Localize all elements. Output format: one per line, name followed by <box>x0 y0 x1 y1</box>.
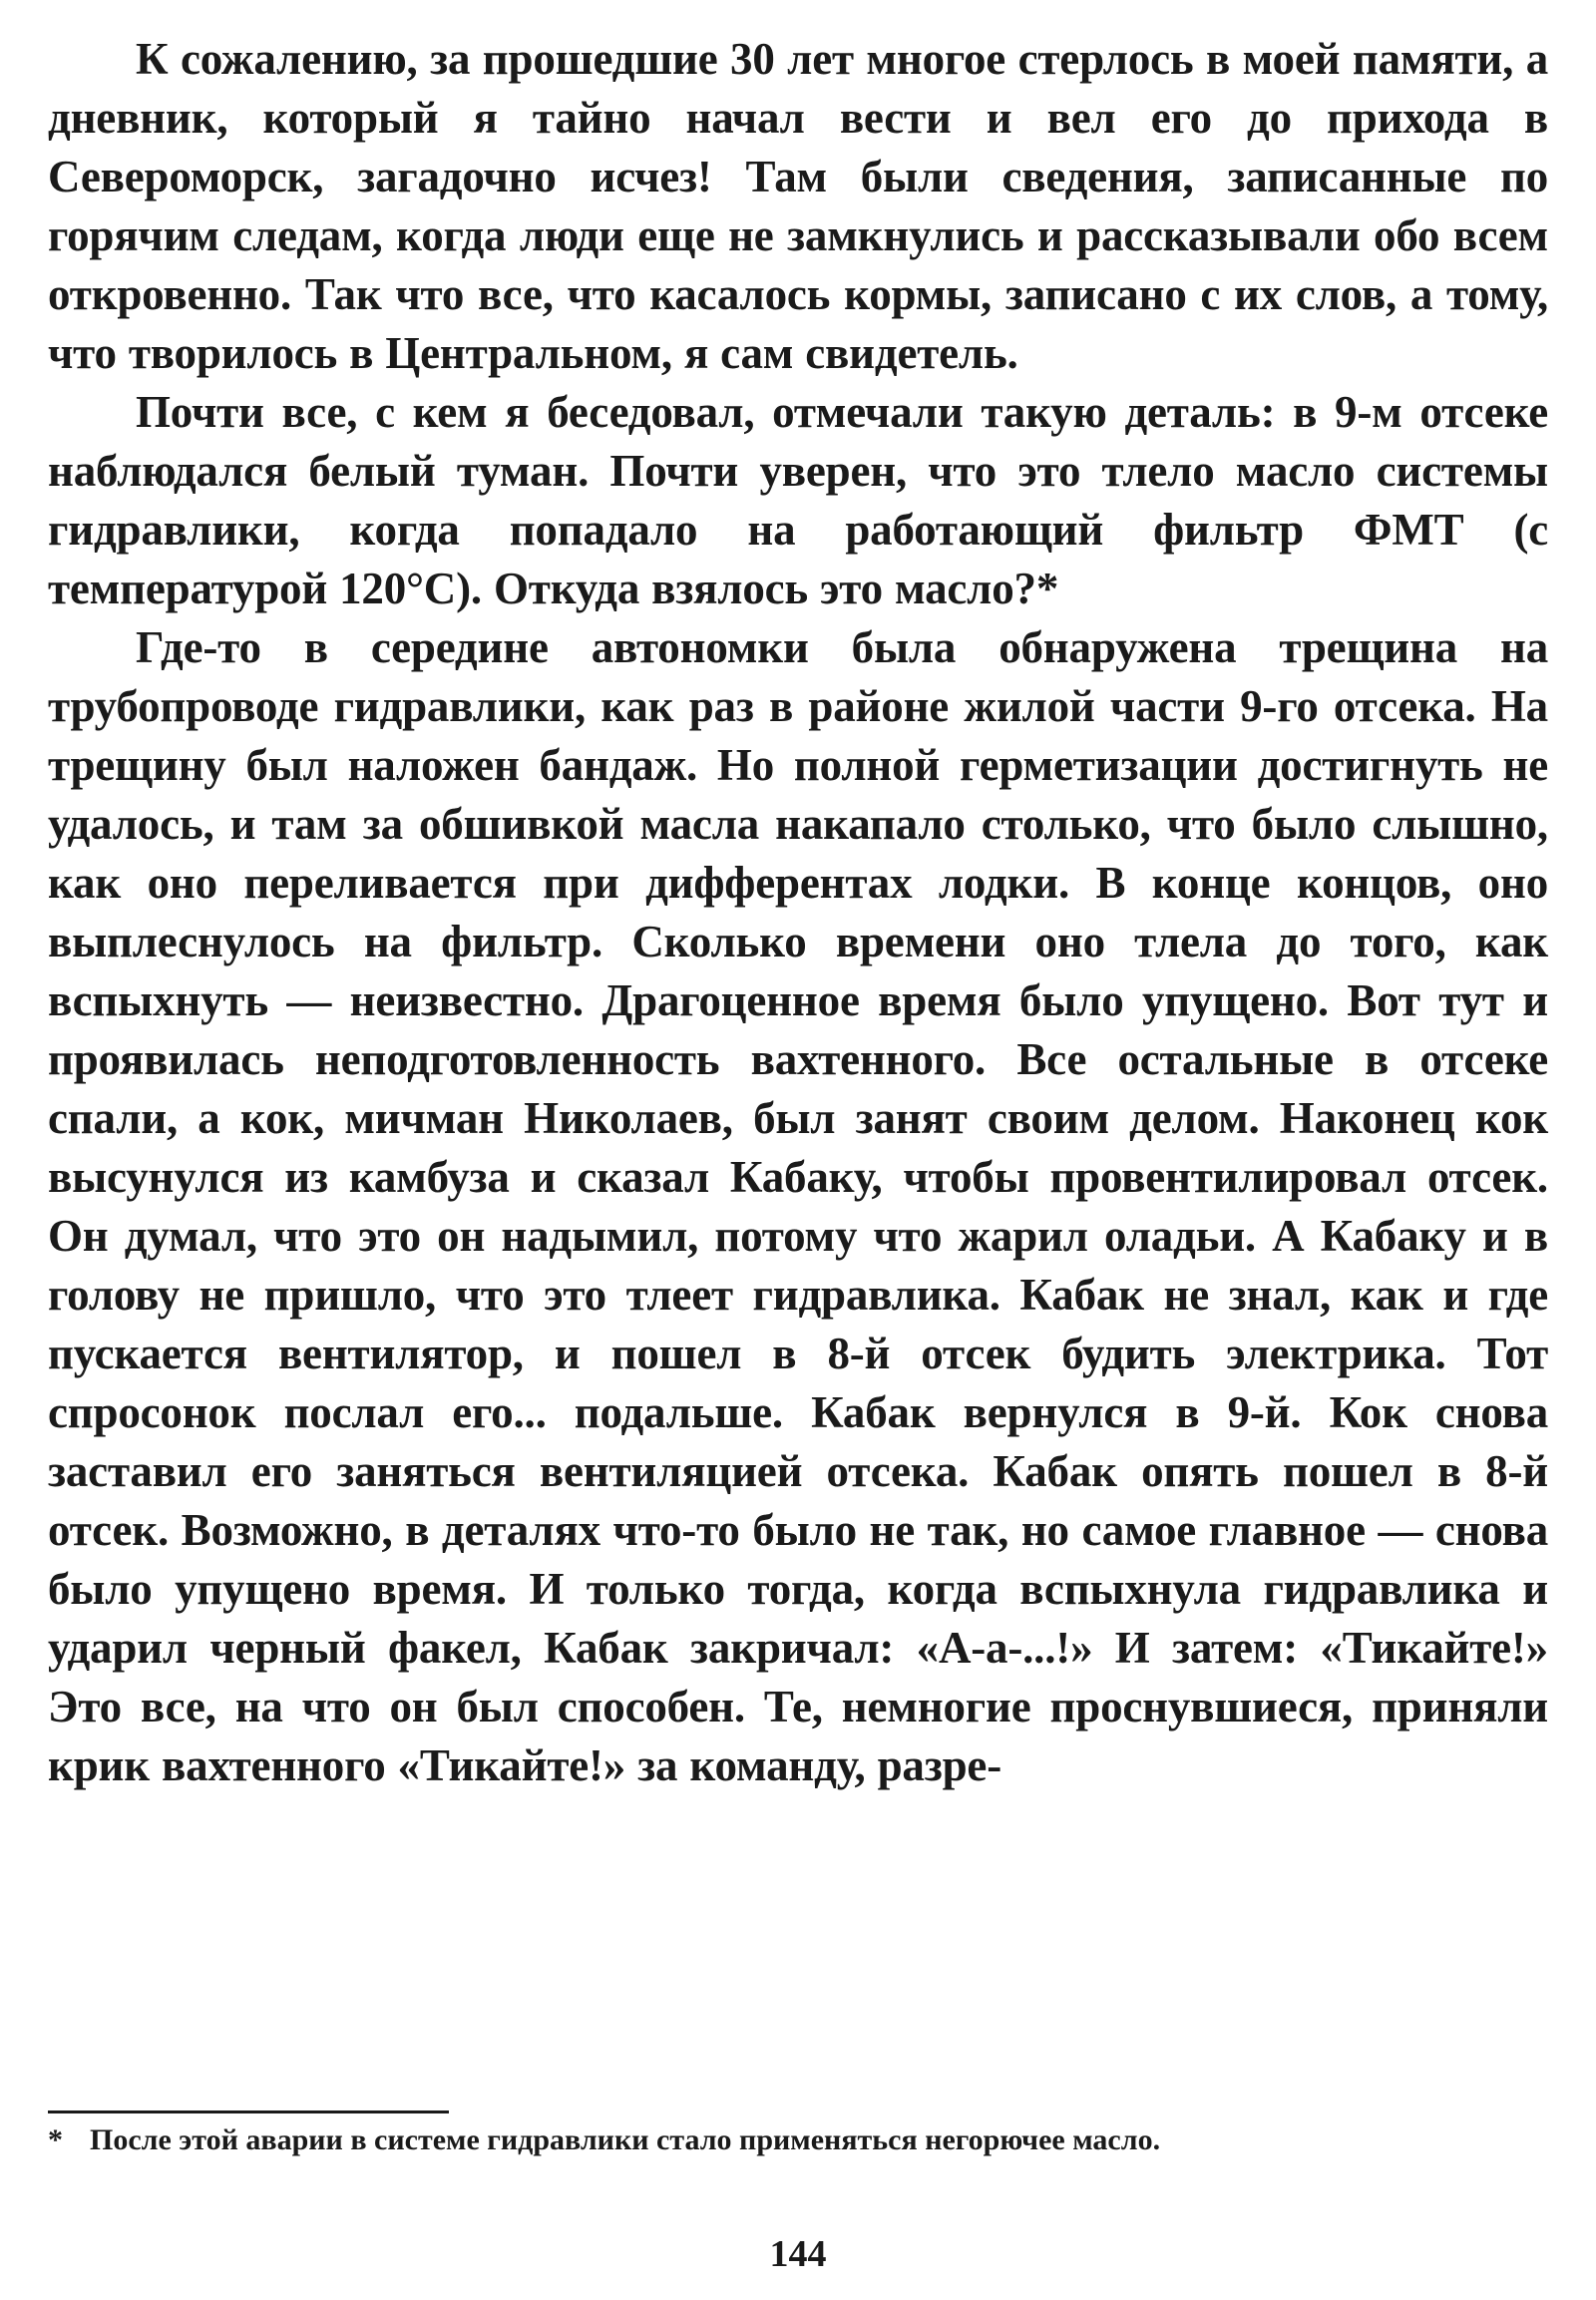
paragraph-2: Почти все, с кем я беседовал, отмечали такую деталь: в 9-м отсеке наблюдался белый туман. Почти уверен, что это тлело масло системы гидравлики, когда попадало на работающий фильтр ФМТ (с температурой 120°С). Откуда взялось это масло?* <box>48 387 1548 613</box>
footnote-mark: * <box>48 2123 63 2156</box>
paragraph-3: Где-то в середине автономки была обнаружена трещина на трубопроводе гидравлики, как раз в районе жилой части 9-го отсека. На трещину был наложен бандаж. Но полной герметизации достигнуть не удалось, и там за обшивкой масла накапало столько, что было слышно, как оно переливается при дифферентах лодки. В конце концов, оно выплеснулось на фильтр. Сколько времени оно тлела до того, как вспыхнуть — неизвестно. Драгоценное время было упущено. Вот тут и проявилась неподготовленность вахтенного. Все остальные в отсеке спали, а кок, мичман Николаев, был занят своим делом. Наконец кок высунулся из камбуза и сказал Кабаку, чтобы провентилировал отсек. Он думал, что это он надымил, потому что жарил оладьи. А Кабаку и в голову не пришло, что это тлеет гидравлика. Кабак не знал, как и где пускается вентилятор, и пошел в 8-й отсек будить электрика. Тот спросонок послал его... подальше. Кабак вернулся в 9-й. Кок снова заставил его заняться вентиляцией отсека. Кабак опять пошел в 8-й отсек. Возможно, в деталях что-то было не так, но самое главное — снова было упущено время. И только тогда, когда вспыхнула гидравлика и ударил черный факел, Кабак закричал: «А-а-...!» И затем: «Тикайте!» Это все, на что он был способен. Те, немногие проснувшиеся, приняли крик вахтенного «Тикайте!» за команду, разре- <box>48 622 1548 1790</box>
footnote-divider <box>48 2110 449 2113</box>
page-body <box>48 30 1548 1795</box>
footnote <box>48 2120 1548 2160</box>
paragraph-1: К сожалению, за прошедшие 30 лет многое стерлось в моей памяти, а дневник, который я тайно начал вести и вел его до прихода в Североморск, загадочно исчез! Там были сведения, записанные по горячим следам, когда люди еще не замкнулись и рассказывали обо всем откровенно. Так что все, что касалось кормы, записано с их слов, а тому, что творилось в Центральном, я сам свидетель. <box>48 34 1548 378</box>
footnote-text: После этой аварии в системе гидравлики стало применяться негорючее масло. <box>90 2123 1161 2156</box>
page-number: 144 <box>769 2233 827 2275</box>
